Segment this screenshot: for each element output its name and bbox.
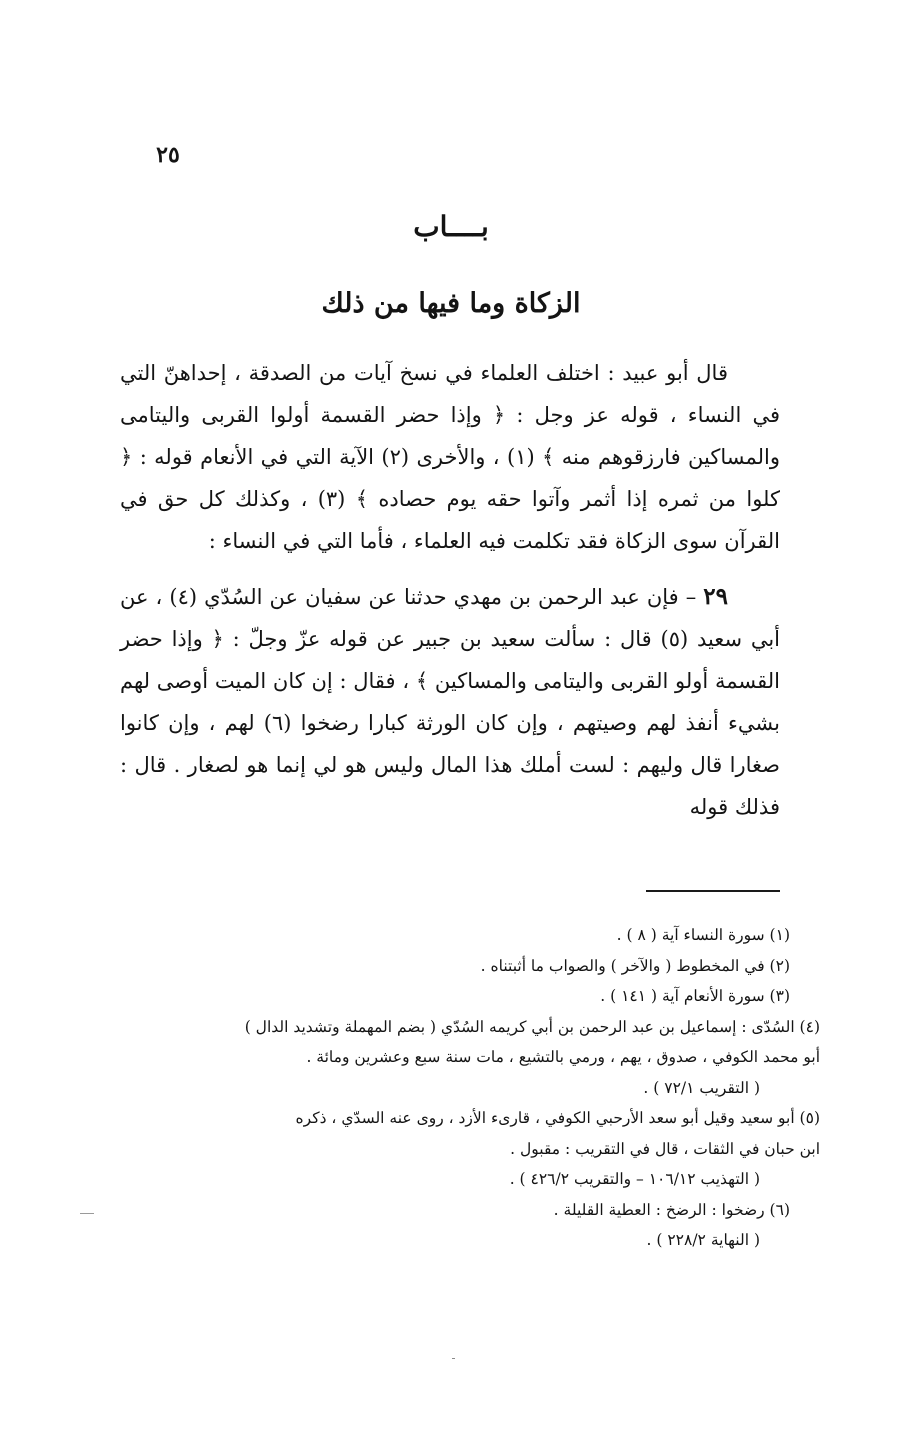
hadith-number: ٢٩ [703, 583, 728, 610]
chapter-title: الزكاة وما فيها من ذلك [321, 288, 581, 319]
footnote-4-continued: أبو محمد الكوفي ، صدوق ، يهم ، ورمي بالتشيع ، مات سنة سبع وعشرين ومائة . [306, 1048, 820, 1066]
footnotes [120, 920, 820, 1256]
footnote-5: (٥) أبو سعيد وقيل أبو سعد الأرحبي الكوفي ، قارىء الأزد ، روى عنه السدّي ، ذكره [295, 1109, 820, 1127]
paragraph-hadith-29 [120, 576, 780, 828]
footnote-5-continued: ابن حبان في الثقات ، قال في التقريب : مقبول . [510, 1139, 820, 1158]
footnote-2: (٢) في المخطوط ( والآخر ) والصواب ما أثبتناه . [480, 956, 790, 975]
footnote-separator [646, 890, 780, 892]
scan-artifact-mark [80, 1213, 94, 1214]
footnote-6-reference: ( النهاية ٢٢٨/٢ ) . [646, 1231, 760, 1249]
footnote-5-reference: ( التهذيب ١٠٦/١٢ – والتقريب ٤٢٦/٢ ) . [509, 1170, 760, 1188]
hadith-text: – فإن عبد الرحمن بن مهدي حدثنا عن سفيان عن السُدّي (٤) ، عن أبي سعيد (٥) قال : سألت سعيد بن جبير عن قوله عزّ وجلّ : ﴿ وإذا حضر القسمة أولو القربى واليتامى والمساكين ﴾ ، فقال : إن كان الميت أوصى لهم بشيء أنفذ لهم وصيتهم ، وإن كان الورثة كبارا رضخوا (٦) لهم ، وإن كانوا صغارا قال وليهم : لست أملك هذا المال وليس هو لي إنما هو لصغار . قال : فذلك قوله [120, 585, 781, 819]
footnote-4-reference: ( التقريب ٧٢/١ ) . [643, 1078, 760, 1097]
paragraph-intro: قال أبو عبيد : اختلف العلماء في نسخ آيات من الصدقة ، إحداهنّ التي في النساء ، قوله عز وجل : ﴿ وإذا حضر القسمة أولوا القربى واليتامى والمساكين فارزقوهم منه ﴾ (١) ، والأخرى (٢) الآية التي في الأنعام قوله : ﴿ كلوا من ثمره إذا أثمر وآتوا حقه يوم حصاده ﴾ (٣) ، وكذلك كل حق في القرآن سوى الزكاة فقد تكلمت فيه العلماء ، فأما التي في النساء : [120, 361, 781, 553]
page-number: ٢٥ [156, 142, 180, 168]
footnote-6: (٦) رضخوا : الرضخ : العطية القليلة . [553, 1200, 790, 1219]
scan-artifact-dot [452, 1358, 455, 1359]
footnote-3: (٣) سورة الأنعام آية ( ١٤١ ) . [600, 987, 790, 1005]
footnote-1: (١) سورة النساء آية ( ٨ ) . [616, 926, 790, 944]
footnote-4: (٤) السُدّى : إسماعيل بن عبد الرحمن بن أبي كريمه السُدّي ( بضم المهملة وتشديد الدال ) [244, 1017, 820, 1036]
chapter-label: بــــاب [413, 210, 489, 243]
main-text [120, 352, 780, 828]
